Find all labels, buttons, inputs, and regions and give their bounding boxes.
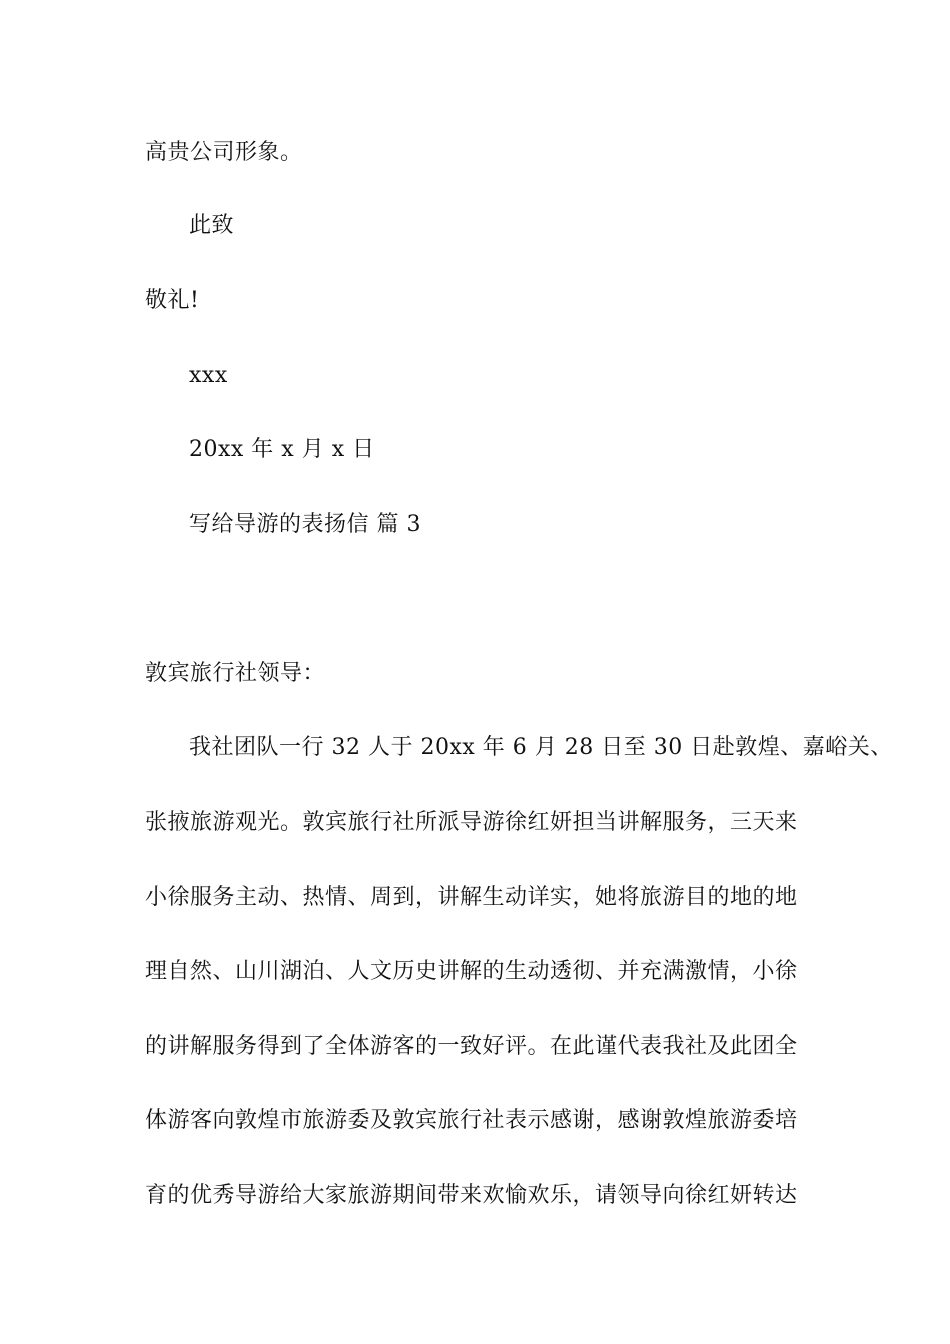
text-line-salutation-jingli: 敬礼! [145,288,200,313]
body-line-2: 张掖旅游观光。敦宾旅行社所派导游徐红妍担当讲解服务，三天来 [145,810,798,835]
text-line-salutation-cizhi: 此致 [189,213,235,238]
text-line-closing-sentence: 高贵公司形象。 [145,140,303,165]
section-title: 写给导游的表扬信 篇 3 [189,512,421,537]
body-line-1: 我社团队一行 32 人于 20xx 年 6 月 28 日至 30 日赴敦煌、嘉峪关、 [189,735,893,760]
text-line-signature: xxx [189,363,228,388]
text-line-date: 20xx 年 x 月 x 日 [189,437,375,462]
body-line-4: 理自然、山川湖泊、人文历史讲解的生动透彻、并充满激情，小徐 [145,959,798,984]
letter-recipient: 敦宾旅行社领导： [145,661,326,686]
body-line-7: 育的优秀导游给大家旅游期间带来欢愉欢乐，请领导向徐红妍转达 [145,1183,798,1208]
body-line-5: 的讲解服务得到了全体游客的一致好评。在此谨代表我社及此团全 [145,1034,798,1059]
body-line-6: 体游客向敦煌市旅游委及敦宾旅行社表示感谢，感谢敦煌旅游委培 [145,1108,798,1133]
body-line-3: 小徐服务主动、热情、周到，讲解生动详实，她将旅游目的地的地 [145,885,798,910]
